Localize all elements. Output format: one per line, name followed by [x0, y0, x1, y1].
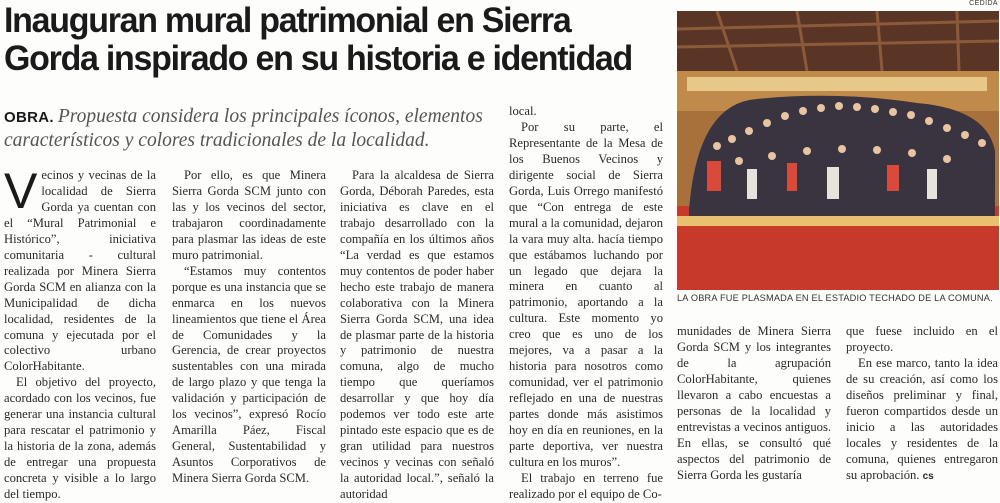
body-column-4 — [509, 104, 663, 503]
paragraph: que fuese incluido en el proyecto. — [846, 324, 998, 354]
group-photo — [677, 11, 999, 290]
body-column-1 — [4, 163, 156, 503]
paragraph: “Estamos muy contentos porque es una instancia que se enmarca en los nuevos lineamientos que tiene el Área de Comunidades y la Gerencia, de crear proyectos sustentables con una mirada de largo plazo y que tenga la validación y participación de los vecinos”, expresó Rocío Amarilla Páez, Fiscal General, Sustentabilidad y Asuntos Corporativos de Minera Sierra Gorda SCM. — [172, 263, 326, 486]
drop-cap: V — [4, 163, 38, 219]
paragraph: El objetivo del proyecto, acordado con los vecinos, fue generar una instancia cultural para rescatar el patrimonio y la historia de la zona, además de entregar una propuesta concreta y visible a lo largo del tiempo. — [4, 375, 156, 502]
paragraph: Por ello, es que Minera Sierra Gorda SCM junto con las y los vecinos del sector, trabajaron coordinadamente para plasmar las ideas de este muro patrimonial. — [172, 168, 326, 262]
paragraph: El trabajo en terreno fue realizado por el equipo de Co- — [509, 470, 663, 501]
paragraph-text: En ese marco, tanto la idea de su creación, así como los diseños preliminar y final, fueron compartidos desde un inicio a las autoridades locales y residentes de la comuna, quienes entregaron su aprobación. — [846, 355, 998, 482]
body-column-3 — [340, 168, 494, 503]
body-column-6 — [846, 324, 998, 485]
end-mark: cs — [922, 470, 934, 482]
body-column-5 — [677, 324, 831, 484]
paragraph-text: ecinos y vecinas de la localidad de Sierra Gorda ya cuentan con el “Mural Patrimonial e Histórico”, iniciativa comunitaria - cultural realizada por Minera Sierra Gorda SCM en alianza con la Municipalidad de dicha localidad, residentes de la comuna y ejecutada por el colectivo urbano ColorHabitante. — [4, 168, 156, 374]
lead-summary — [4, 105, 504, 152]
paragraph — [846, 356, 998, 485]
paragraph: Para la alcaldesa de Sierra Gorda, Déborah Paredes, esta iniciativa es clave en el trabajo desarrollado con la compañía en los últimos años “La verdad es que estamos muy contentos de poder haber hecho este trabajo de manera colaborativa con la Minera Sierra Gorda SCM, una idea de plasmar parte de la historia y patrimonio de nuestra comuna, algo de mucho tiempo que queríamos desarrollar y que hoy día podemos ver todo este arte pintado este espacio que es de gran utilidad para nuestros vecinos y vecinas con señaló la autoridad local.”, señaló la autoridad — [340, 168, 494, 502]
paragraph — [4, 163, 156, 375]
photo-caption: LA OBRA FUE PLASMADA EN EL ESTADIO TECHADO DE LA COMUNA. — [677, 293, 993, 303]
body-column-2 — [172, 168, 326, 487]
lead-tag: OBRA. — [4, 109, 54, 126]
paragraph: local. — [509, 104, 537, 118]
headline: Inauguran mural patrimonial en Sierra Gorda inspirado en su historia e identidad — [4, 1, 633, 78]
paragraph: munidades de Minera Sierra Gorda SCM y los integrantes de la agrupación ColorHabitante, quienes llevaron a cabo encuestas a personas de la localidad y entrevistas a vecinos antiguos. En ellas, se consultó qué aspectos del patrimonio de Sierra Gorda les gustaría — [677, 324, 831, 482]
paragraph: Por su parte, el Representante de la Mesa de los Buenos Vecinos y dirigente social de Sierra Gorda, Luis Orrego manifestó que “Con entrega de este mural a la comunidad, dejaron la vara muy alta. hacía tiempo que estábamos luchando por un legado que dejara la minera en cuanto al patrimonio, aportando a la cultura. Este momento yo creo que es uno de los mejores, va a pasar a la historia para nosotros como comunidad, ver el patrimonio reflejado en una de nuestras partes donde más asistimos hoy en día en reuniones, en la parte deportiva, ver nuestra cultura en los muros”. — [509, 119, 663, 469]
lead-text: Propuesta considera los principales íconos, elementos característicos y colores tradicionales de la localidad. — [4, 106, 483, 151]
group-photo-icon — [677, 11, 999, 290]
photo-credit: CEDIDA — [969, 0, 998, 7]
